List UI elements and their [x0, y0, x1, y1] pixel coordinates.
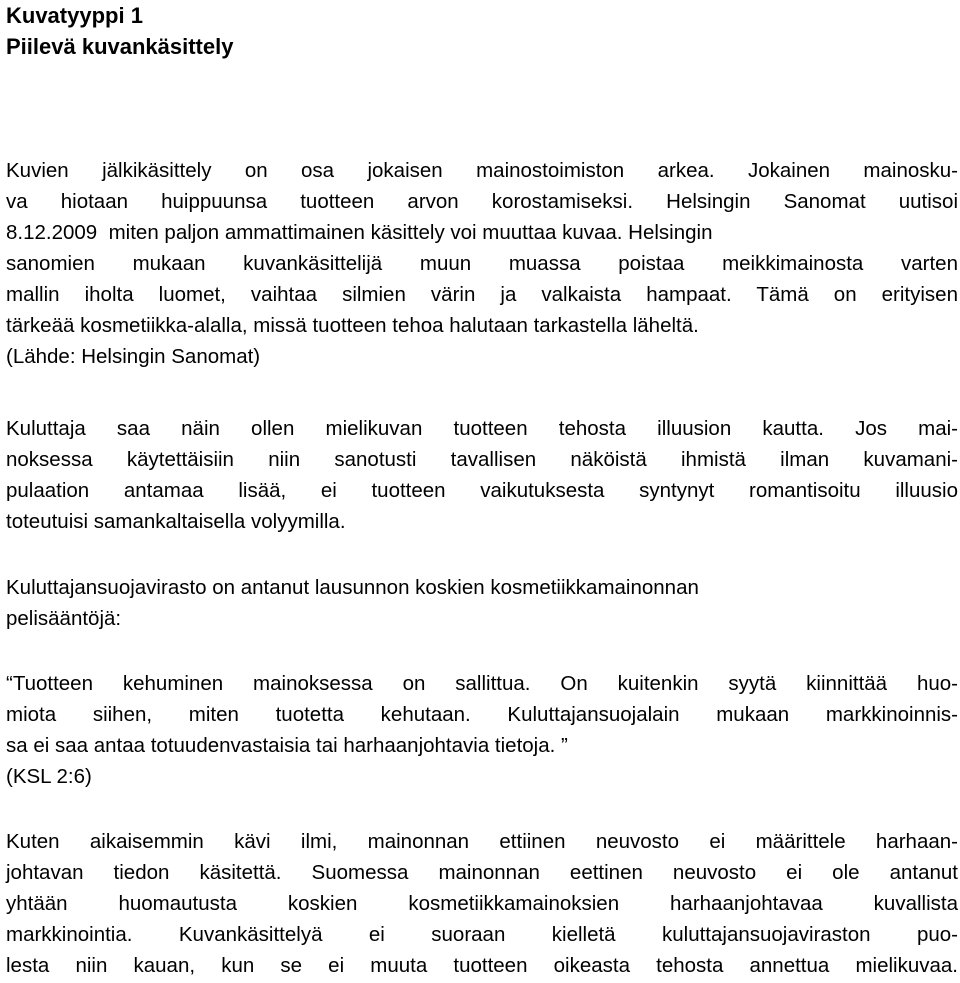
paragraph-line: pulaation antamaa lisää, ei tuotteen vaikutuksesta syntynyt romantisoitu illuusio	[6, 479, 958, 502]
paragraph-line: Kuluttaja saa näin ollen mielikuvan tuotteen tehosta illuusion kautta. Jos mai-	[6, 417, 958, 440]
paragraph-line: va hiotaan huippuunsa tuotteen arvon korostamiseksi. Helsingin Sanomat uutisoi	[6, 190, 958, 213]
quote-line: sa ei saa antaa totuudenvastaisia tai harhaanjohtavia tietoja. ”	[6, 734, 568, 757]
paragraph-line: noksessa käytettäisiin niin sanotusti tavallisen näköistä ihmistä ilman kuvamani-	[6, 448, 958, 471]
paragraph-line: pelisääntöjä:	[6, 607, 122, 630]
paragraph-line: markkinointia. Kuvankäsittelyä ei suoraan kielletä kuluttajansuojaviraston puo-	[6, 923, 958, 946]
paragraph-line: Kuluttajansuojavirasto on antanut lausunnon koskien kosmetiikkamainonnan	[6, 576, 699, 599]
paragraph-line: johtavan tiedon käsitettä. Suomessa mainonnan eettinen neuvosto ei ole antanut	[6, 861, 958, 884]
paragraph-line: yhtään huomautusta koskien kosmetiikkamainoksien harhaanjohtavaa kuvallista	[6, 892, 958, 915]
quote-source: (KSL 2:6)	[6, 765, 92, 788]
quote-line: “Tuotteen kehuminen mainoksessa on sallittua. On kuitenkin syytä kiinnittää huo-	[6, 672, 958, 695]
paragraph-line: toteutuisi samankaltaisella volyymilla.	[6, 510, 346, 533]
paragraph-line: sanomien mukaan kuvankäsittelijä muun muassa poistaa meikkimainosta varten	[6, 252, 958, 275]
paragraph-consumer-agency-statement	[6, 572, 958, 634]
document-heading-title: Piilevä kuvankäsittely	[6, 34, 234, 59]
paragraph-law-quote	[6, 668, 958, 792]
quote-line: miota siihen, miten tuotetta kehutaan. Kuluttajansuojalain mukaan markkinoinnis-	[6, 703, 958, 726]
paragraph-line: (Lähde: Helsingin Sanomat)	[6, 345, 261, 368]
paragraph-line: 8.12.2009 miten paljon ammattimainen käsittely voi muuttaa kuvaa. Helsingin	[6, 221, 713, 244]
paragraph-line: Kuvien jälkikäsittely on osa jokaisen mainostoimiston arkea. Jokainen mainosku-	[6, 159, 958, 182]
paragraph-ethics-council	[6, 826, 958, 981]
paragraph-line: Kuten aikaisemmin kävi ilmi, mainonnan ettiinen neuvosto ei määrittele harhaan-	[6, 830, 958, 853]
paragraph-image-editing-intro	[6, 155, 958, 372]
paragraph-line: tärkeää kosmetiikka-alalla, missä tuotteen tehoa halutaan tarkastella läheltä.	[6, 314, 699, 337]
paragraph-consumer-illusion	[6, 413, 958, 537]
paragraph-line: lesta niin kauan, kun se ei muuta tuotteen oikeasta tehosta annettua mielikuvaa.	[6, 954, 958, 977]
paragraph-line: mallin iholta luomet, vaihtaa silmien värin ja valkaista hampaat. Tämä on erityisen	[6, 283, 958, 306]
document-heading-type: Kuvatyyppi 1	[6, 3, 143, 28]
